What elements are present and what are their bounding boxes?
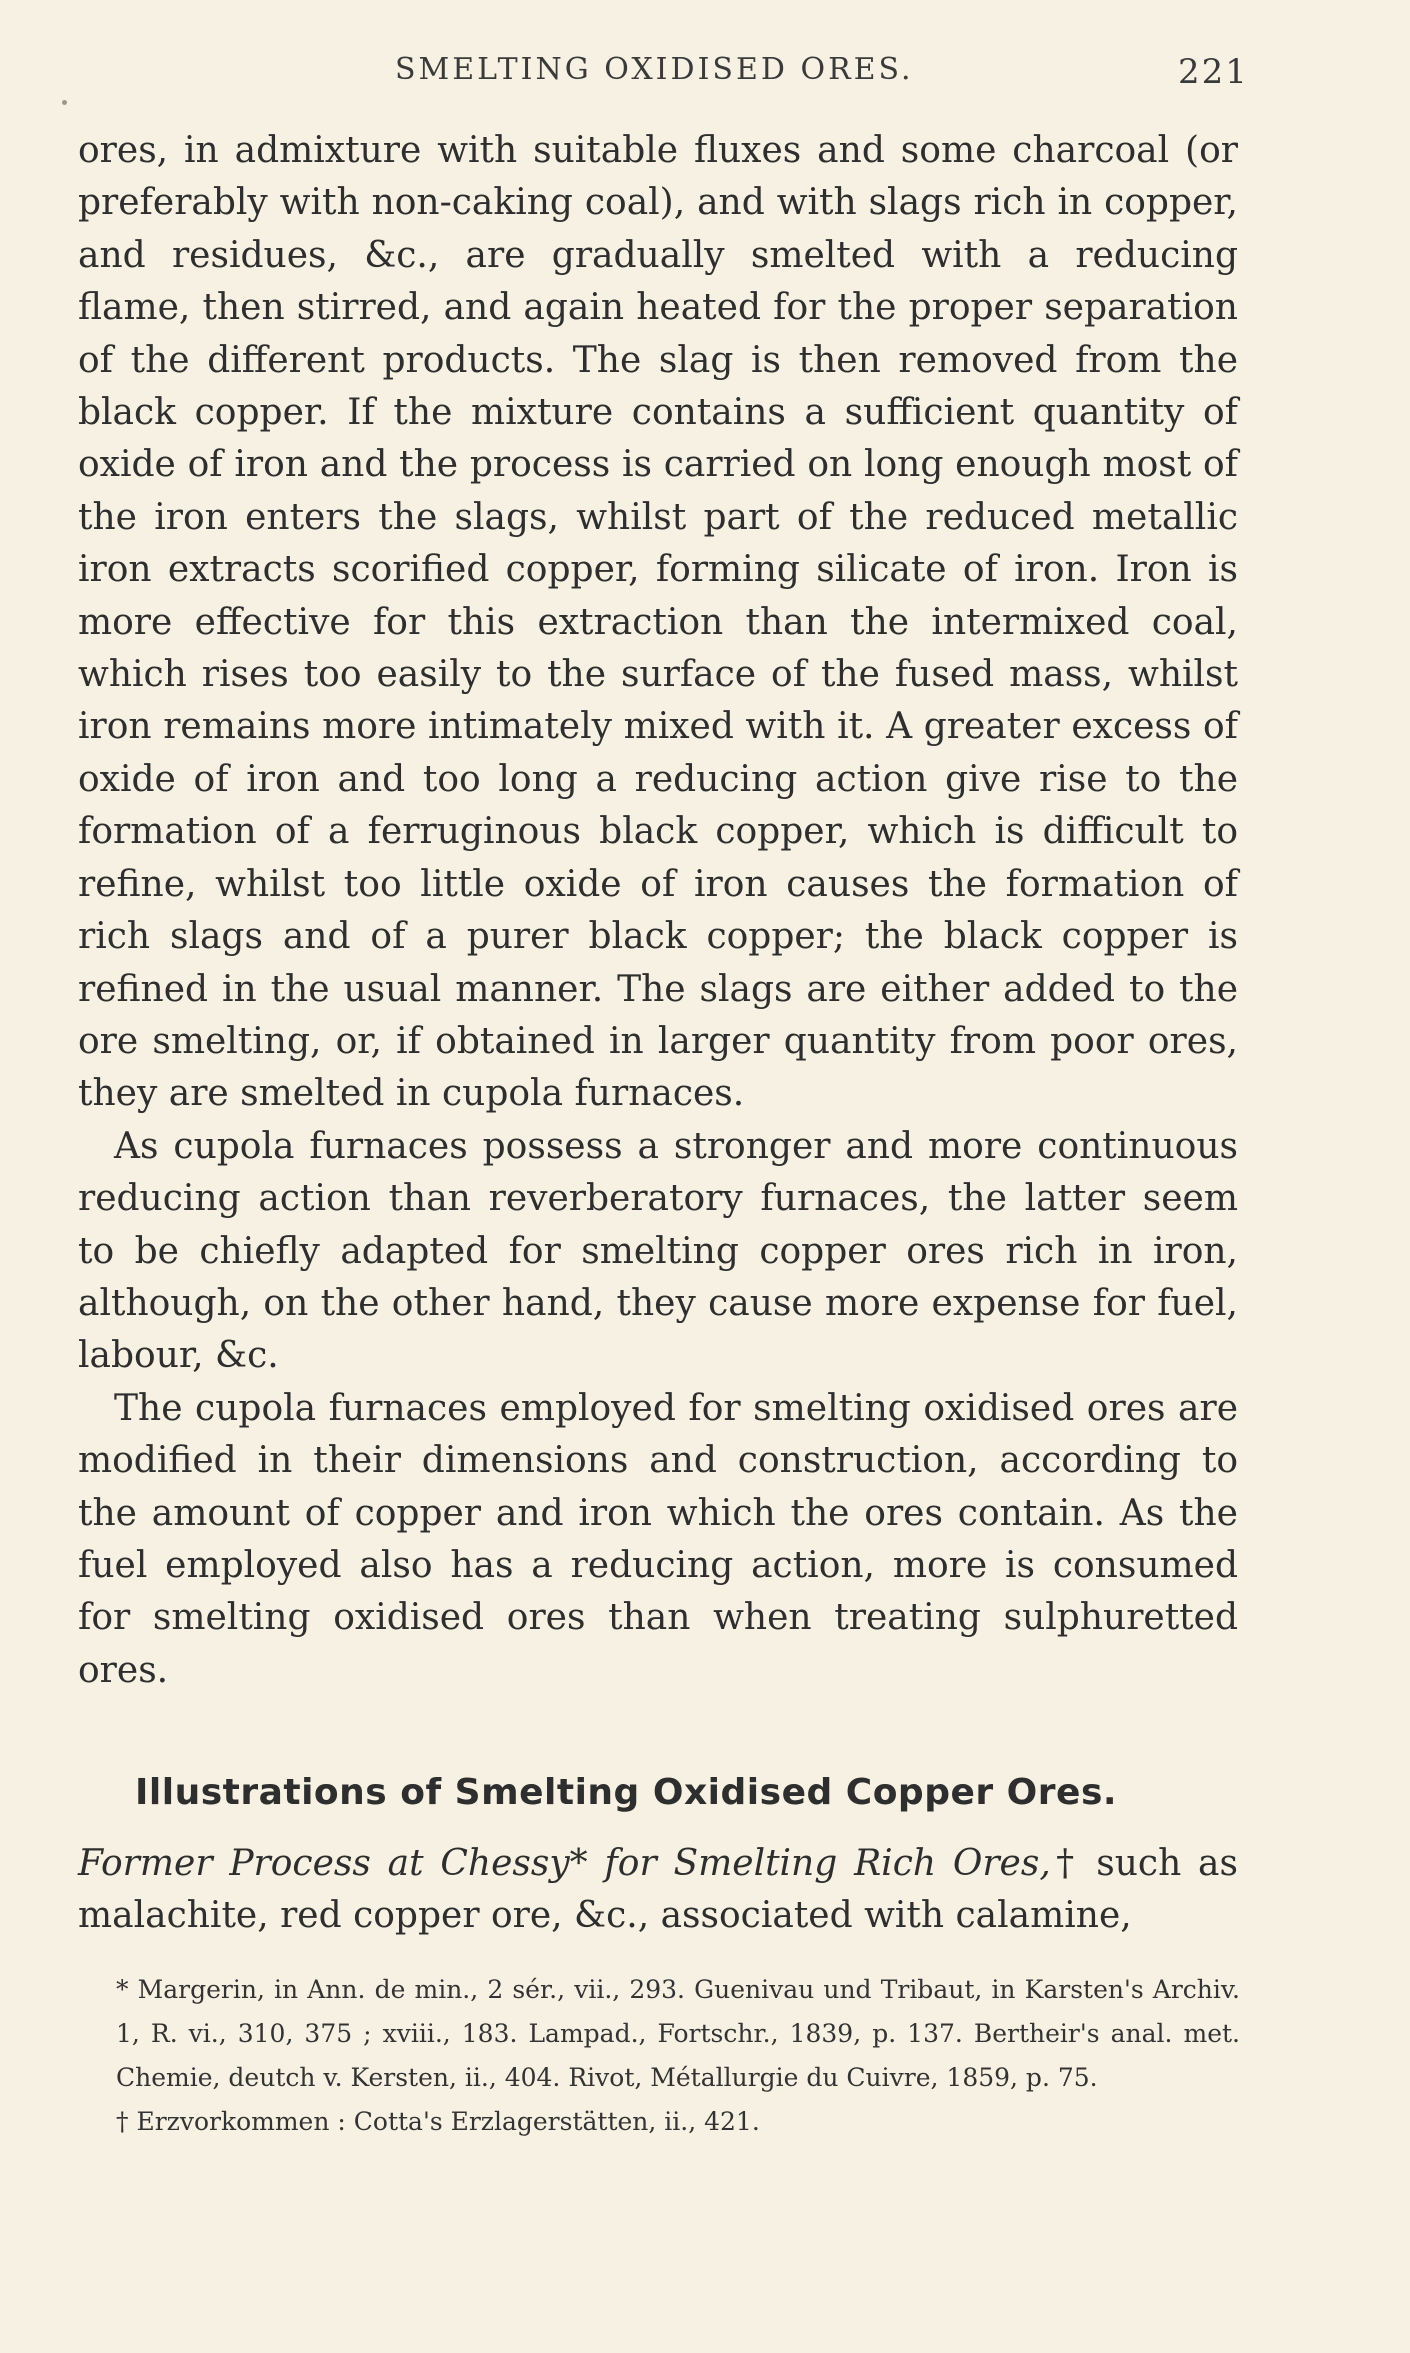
paragraph-1: ores, in admixture with suitable fluxes and some charcoal (or preferably with non-caking coal), and with slags rich in copper, and residues, &c., are gradually smelted with a reducing flame, then stirred, and again heated for the proper separation of the different products. The slag is then removed from the black copper. If the mixture contains a sufficient quantity of oxide of iron and the process is carried on long enough most of the iron enters the slags, whilst part of the reduced metallic iron extracts scorified copper, forming silicate of iron. Iron is more effective for this extraction than the intermixed coal, which rises too easily to the surface of the fused mass, whilst iron remains more intimately mixed with it. A greater excess of oxide of iron and too long a reducing action give rise to the formation of a ferruginous black copper, which is difficult to refine, whilst too little oxide of iron causes the formation of rich slags and of a purer black copper; the black copper is refined in the usual manner. The slags are either added to the ore smelting, or, if obtained in larger quantity from poor ores, they are smelted in cupola furnaces. xyxy=(78,130,1238,1115)
footnote-2: † Erzvorkommen : Cotta's Erzlagerstätten, ii., 421. xyxy=(116,2107,760,2136)
section-heading: Illustrations of Smelting Oxidised Copper Ores. xyxy=(135,1772,1118,1813)
section-lead-rest: such as malachite, red copper ore, &c., associated with calamine, xyxy=(78,1843,1238,1936)
paragraph-3: The cupola furnaces employed for smelting oxidised ores are modified in their dimensions and construction, according to the amount of copper and iron which the ores contain. As the fuel employed also has a reducing action, more is consumed for smelting oxidised ores than when treating sulphuretted ores. xyxy=(78,1387,1238,1691)
footnote-1 xyxy=(78,1968,1240,2100)
footnote-1-text: Margerin, in Ann. de min., 2 sér., vii., 293. Guenivau und Tribaut, in Karsten's Archiv. 1, R. vi., 310, 375 ; xviii., 183. Lampad., Fortschr., 1839, p. 137. Bertheir's anal. met. Chemie, deutch v. Kersten, ii., 404. Rivot, Métallurgie du Cuivre, 1859, p. 75. xyxy=(116,1975,1241,2092)
footnote-1-marker: * xyxy=(116,1975,138,2004)
body-text xyxy=(78,125,1238,1697)
page-number: 221 xyxy=(1178,52,1249,92)
running-head: SMELTING OXIDISED ORES. xyxy=(395,52,914,87)
paragraph-2: As cupola furnaces possess a stronger and more continuous reducing action than reverberatory furnaces, the latter seem to be chiefly adapted for smelting copper ores rich in iron, although, on the other hand, they cause more expense for fuel, labour, &c. xyxy=(78,1125,1238,1377)
section-lead-italic: Former Process at Chessy* for Smelting Rich Ores, xyxy=(78,1843,1051,1884)
footnote-mark: † xyxy=(1050,1843,1080,1884)
section-paragraph xyxy=(78,1838,1238,1942)
footnotes xyxy=(78,1968,1240,2144)
page-header xyxy=(0,52,1410,102)
